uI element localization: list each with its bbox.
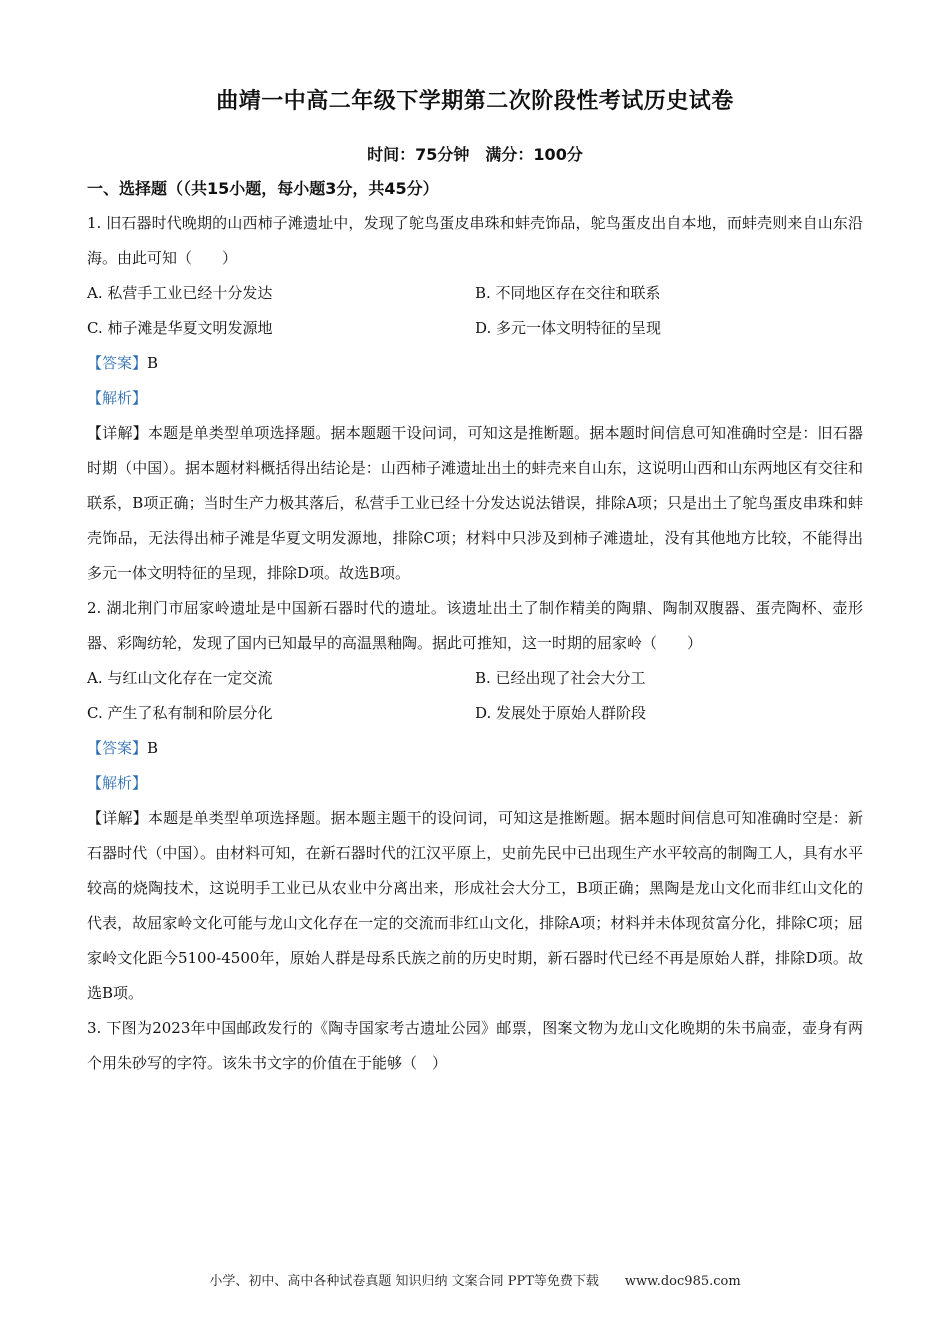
- question-2-detail: [87, 801, 863, 1011]
- question-1-stem: 1. 旧石器时代晚期的山西柿子滩遗址中，发现了鸵鸟蛋皮串珠和蚌壳饰品，鸵鸟蛋皮出自本地，而蚌壳则来自山东沿海。由此可知（ ）: [87, 214, 863, 267]
- question-1-option-c: C. 柿子滩是华夏文明发源地: [87, 319, 273, 337]
- question-2-analysis: [87, 766, 863, 801]
- detail-tag: 【详解】: [87, 424, 148, 442]
- question-1-answer: [87, 346, 863, 381]
- exam-time-and-score: 时间：75分钟 满分：100分: [367, 145, 583, 164]
- question-2-options-row-1: [87, 661, 863, 696]
- question-1-option-d: D. 多元一体文明特征的呈现: [475, 319, 662, 337]
- detail-tag: 【详解】: [87, 809, 148, 827]
- question-2-stem: 2. 湖北荆门市屈家岭遗址是中国新石器时代的遗址。该遗址出土了制作精美的陶鼎、陶制双腹器、蛋壳陶杯、壶形器、彩陶纺轮，发现了国内已知最早的高温黑釉陶。据此可推知，这一时期的屈家岭（ ）: [87, 599, 863, 652]
- question-1-options-row-1: [87, 276, 863, 311]
- answer-value: B: [147, 354, 159, 372]
- question-1-detail: [87, 416, 863, 591]
- answer-tag: 【答案】: [87, 354, 148, 372]
- section-heading: 一、选择题（（共15小题，每小题3分，共45分）: [87, 179, 439, 198]
- question-2-options-row-2: [87, 696, 863, 731]
- question-1-option-b: B. 不同地区存在交往和联系: [475, 284, 661, 302]
- question-1-analysis: [87, 381, 863, 416]
- question-2-option-a: A. 与红山文化存在一定交流: [87, 669, 273, 687]
- answer-tag: 【答案】: [87, 739, 148, 757]
- answer-value: B: [147, 739, 159, 757]
- page-footer: 小学、初中、高中各种试卷真题 知识归纳 文案合同 PPT等免费下载 www.doc985.com: [209, 1274, 741, 1289]
- question-2-option-d: D. 发展处于原始人群阶段: [475, 704, 647, 722]
- exam-body: [87, 206, 863, 1081]
- question-2-option-c: C. 产生了私有制和阶层分化: [87, 704, 273, 722]
- exam-title: 曲靖一中高二年级下学期第二次阶段性考试历史试卷: [216, 89, 734, 114]
- question-1-option-a: A. 私营手工业已经十分发达: [87, 284, 273, 302]
- question-1-options-row-2: [87, 311, 863, 346]
- question-3-stem: 3. 下图为2023年中国邮政发行的《陶寺国家考古遗址公园》邮票，图案文物为龙山文化晚期的朱书扁壶，壶身有两个用朱砂写的字符。该朱书文字的价值在于能够（ ）: [87, 1019, 863, 1072]
- detail-text: 本题是单类型单项选择题。据本题题干设问词，可知这是推断题。据本题时间信息可知准确时空是：旧石器时期（中国）。据本题材料概括得出结论是：山西柿子滩遗址出土的蚌壳来自山东，这说明山西和山东两地区有交往和联系，B项正确；当时生产力极其落后，私营手工业已经十分发达说法错误，排除A项；只是出土了鸵鸟蛋皮串珠和蚌壳饰品，无法得出柿子滩是华夏文明发源地，排除C项；材料中只涉及到柿子滩遗址，没有其他地方比较，不能得出多元一体文明特征的呈现，排除D项。故选B项。: [87, 424, 863, 582]
- analysis-tag: 【解析】: [87, 774, 148, 792]
- question-2-option-b: B. 已经出现了社会大分工: [475, 669, 646, 687]
- analysis-tag: 【解析】: [87, 389, 148, 407]
- question-2-answer: [87, 731, 863, 766]
- detail-text: 本题是单类型单项选择题。据本题主题干的设问词，可知这是推断题。据本题时间信息可知准确时空是：新石器时代（中国）。由材料可知，在新石器时代的江汉平原上，史前先民中已出现生产水平较高的制陶工人，具有水平较高的烧陶技术，这说明手工业已从农业中分离出来，形成社会大分工，B项正确；黑陶是龙山文化而非红山文化的代表，故屈家岭文化可能与龙山文化存在一定的交流而非红山文化，排除A项；材料并未体现贫富分化，排除C项；屈家岭文化距今5100-4500年，原始人群是母系氏族之前的历史时期，新石器时代已经不再是原始人群，排除D项。故选B项。: [87, 809, 863, 1002]
